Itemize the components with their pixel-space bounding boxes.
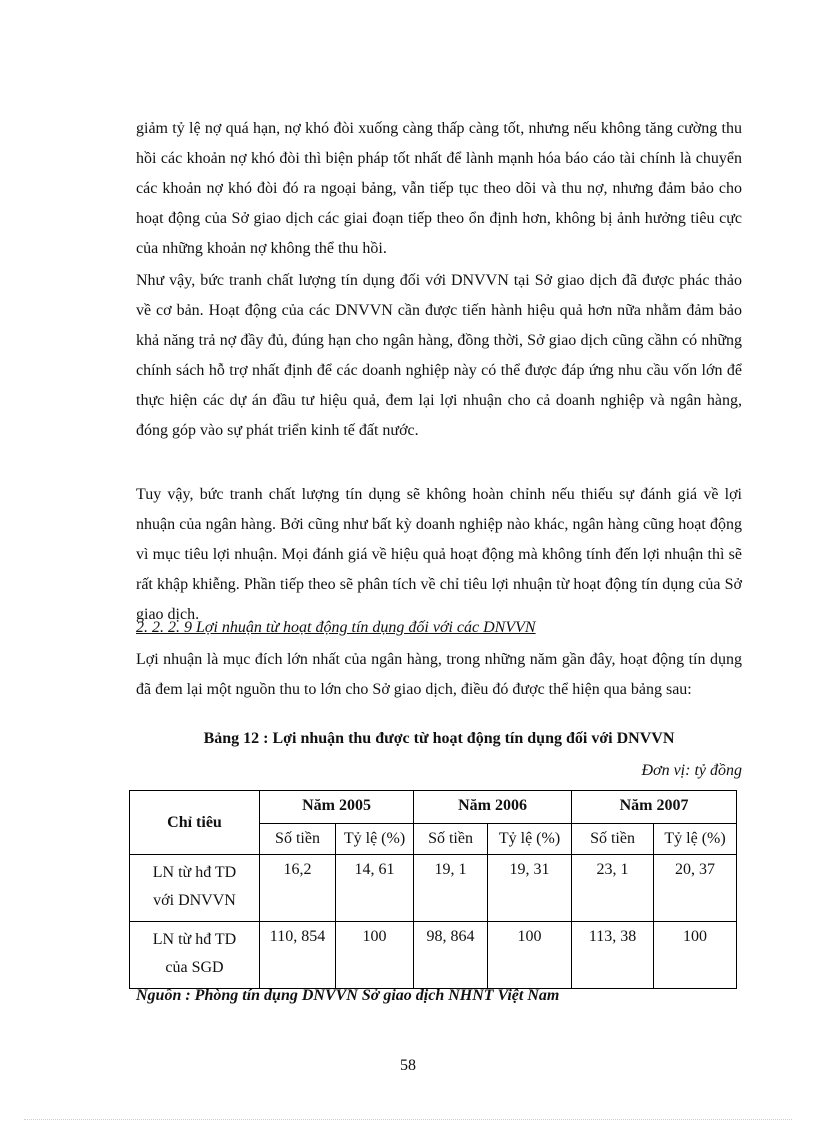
table-cell: 19, 31 <box>488 855 572 922</box>
subheader-amount: Số tiền <box>572 824 654 855</box>
table-cell: 23, 1 <box>572 855 654 922</box>
table-cell: 20, 37 <box>654 855 737 922</box>
table-cell: 100 <box>336 922 414 989</box>
year-header-2006: Năm 2006 <box>414 791 572 824</box>
table-cell: 98, 864 <box>414 922 488 989</box>
body-paragraph-4-block <box>136 645 742 705</box>
body-paragraph-2-block <box>136 266 742 446</box>
body-paragraph-4: Lợi nhuận là mục đích lớn nhất của ngân hàng, trong những năm gần đây, hoạt động tín dụng đã đem lại một nguồn thu to lớn cho Sở giao dịch, điều đó được thể hiện qua bảng sau: <box>136 651 742 698</box>
table-cell: 100 <box>488 922 572 989</box>
year-header-2005: Năm 2005 <box>260 791 414 824</box>
row-label <box>130 855 260 922</box>
footer-divider <box>24 1119 792 1120</box>
row-label-line1: LN từ hđ TD <box>152 864 237 881</box>
table-cell: 100 <box>654 922 737 989</box>
table-unit-label: Đơn vị: tỷ đồng <box>641 762 742 779</box>
table-cell: 110, 854 <box>260 922 336 989</box>
table-cell: 16,2 <box>260 855 336 922</box>
year-header-2007: Năm 2007 <box>572 791 737 824</box>
body-paragraph-3-block <box>136 480 742 630</box>
subheader-ratio: Tỷ lệ (%) <box>488 824 572 855</box>
section-heading: 2. 2. 2. 9 Lợi nhuận từ hoạt động tín dụng đối với các DNVVN <box>136 619 536 636</box>
table-cell: 113, 38 <box>572 922 654 989</box>
row-label-line2: với DNVVN <box>153 892 236 909</box>
page-number: 58 <box>400 1057 416 1074</box>
body-paragraph-3: Tuy vậy, bức tranh chất lượng tín dụng sẽ không hoàn chỉnh nếu thiếu sự đánh giá về lợi nhuận của ngân hàng. Bởi cũng như bất kỳ doanh nghiệp nào khác, ngân hàng cũng hoạt động vì mục tiêu lợi nhuận. Mọi đánh giá về hiệu quả hoạt động mà không tính đến lợi nhuận thì sẽ rất khập khiễng. Phần tiếp theo sẽ phân tích về chỉ tiêu lợi nhuận từ hoạt động tín dụng của Sở giao dịch. <box>136 486 742 623</box>
corner-header: Chỉ tiêu <box>130 791 260 855</box>
profit-table <box>129 790 737 989</box>
table-cell: 19, 1 <box>414 855 488 922</box>
table-cell: 14, 61 <box>336 855 414 922</box>
table-row <box>130 855 737 922</box>
subheader-ratio: Tỷ lệ (%) <box>336 824 414 855</box>
body-paragraph-2: Như vậy, bức tranh chất lượng tín dụng đối với DNVVN tại Sở giao dịch đã được phác thảo về cơ bản. Hoạt động của các DNVVN cần được tiến hành hiệu quả hơn nữa nhằm đảm bảo khả năng trả nợ đầy đủ, đúng hạn cho ngân hàng, đồng thời, Sở giao dịch cũng cầhn có những chính sách hỗ trợ nhất định để các doanh nghiệp này có thể được đáp ứng nhu cầu vốn lớn để thực hiện các dự án đầu tư hiệu quả, đem lại lợi nhuận cho cả doanh nghiệp và ngân hàng, đóng góp vào sự phát triển kinh tế đất nước. <box>136 272 742 439</box>
table-source-note: Nguồn : Phòng tín dụng DNVVN Sở giao dịch NHNT Việt Nam <box>136 987 560 1004</box>
row-label <box>130 922 260 989</box>
table-title: Bảng 12 : Lợi nhuận thu được từ hoạt động tín dụng đối với DNVVN <box>203 730 675 747</box>
table-header-row <box>130 791 737 824</box>
body-paragraph-1-block <box>136 114 742 264</box>
row-label-line1: LN từ hđ TD <box>152 931 237 948</box>
row-label-line2: của SGD <box>165 959 224 976</box>
body-paragraph-1: giảm tỷ lệ nợ quá hạn, nợ khó đòi xuống càng thấp càng tốt, nhưng nếu không tăng cường thu hồi các khoản nợ khó đòi thì biện pháp tốt nhất để lành mạnh hóa báo cáo tài chính là chuyển các khoản nợ khó đòi đó ra ngoại bảng, vẫn tiếp tục theo dõi và thu nợ, nhưng đảm bảo cho hoạt động của Sở giao dịch các giai đoạn tiếp theo ổn định hơn, không bị ảnh hưởng tiêu cực của những khoản nợ không thể thu hồi. <box>136 120 742 257</box>
subheader-amount: Số tiền <box>260 824 336 855</box>
subheader-amount: Số tiền <box>414 824 488 855</box>
table-row <box>130 922 737 989</box>
subheader-ratio: Tỷ lệ (%) <box>654 824 737 855</box>
